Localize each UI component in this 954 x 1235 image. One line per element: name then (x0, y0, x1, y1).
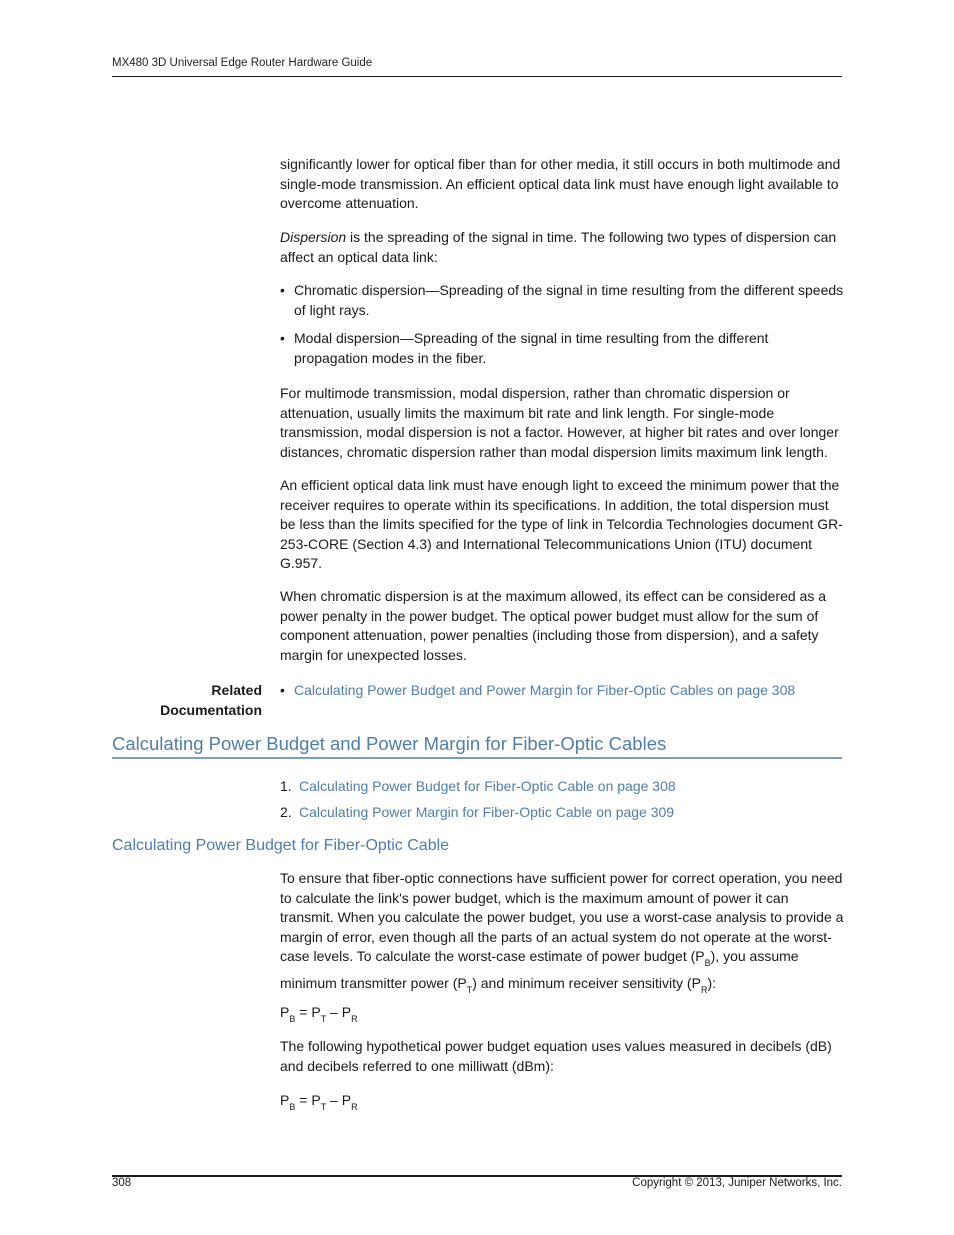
paragraph-dispersion: Dispersion is the spreading of the signal in time. The following two types of dispersion can affect an optical data link: (280, 229, 837, 265)
equation-power-budget-2: $P_B = P_T - P_R$ (280, 1092, 358, 1112)
section-heading: Calculating Power Budget and Power Margin for Fiber-Optic Cables (112, 733, 842, 759)
paragraph-hypothetical: The following hypothetical power budget equation uses values measured in decibels (dB) and decibels referred to one milliwatt (dBm): (280, 1038, 832, 1074)
list-item-chromatic: • Chromatic dispersion—Spreading of the signal in time resulting from the different speeds of light rays. (280, 282, 844, 318)
toc-item-margin[interactable]: 2. Calculating Power Margin for Fiber-Optic Cable on page 309 (280, 804, 675, 820)
bullet-dot: • (280, 330, 285, 346)
subsection-heading: Calculating Power Budget for Fiber-Optic Cable (112, 837, 450, 854)
list-item-modal: • Modal dispersion—Spreading of the signal in time resulting from the different propagation modes in the fiber. (280, 330, 769, 366)
bullet-dot: • (280, 682, 285, 698)
related-documentation-label: Related Documentation (160, 682, 262, 718)
paragraph-power-budget: To ensure that fiber-optic connections have sufficient power for correct operation, you need to calculate the link's power budget, which is the maximum amount of power it can transmit. When you calculate the power budget, you use a worst-case analysis to provide a margin of error, even though all the parts of an actual system do not operate at the worst-case levels. To calculate the worst-case estimate of power budget $(P_B)$, you assume minimum transmitter power $(P_T)$ and minimum receiver sensitivity $(P_R)$: (280, 870, 844, 995)
paragraph-attenuation: significantly lower for optical fiber than for other media, it still occurs in both multimode and single-mode transmission. An efficient optical data link must have enough light available to overcome attenuation. (280, 156, 841, 212)
toc-link-margin[interactable]: Calculating Power Margin for Fiber-Optic Cable on page 309 (299, 804, 675, 820)
toc-link-budget[interactable]: Calculating Power Budget for Fiber-Optic Cable on page 308 (299, 778, 676, 794)
bullet-dot: • (280, 282, 285, 298)
paragraph-efficient-link: An efficient optical data link must have enough light to exceed the minimum power that the receiver requires to operate within its specifications. In addition, the total dispersion must be less than the limits specified for the type of link in Telcordia Technologies document GR-253-CORE (Section 4.3) and International Telecommunications Union (ITU) document G.957. (280, 477, 843, 572)
equation-power-budget-1: $P_B = P_T - P_R$ (280, 1004, 358, 1024)
related-link-item[interactable] (280, 681, 845, 701)
copyright: Copyright © 2013, Juniper Networks, Inc. (632, 1177, 842, 1189)
running-header: MX480 3D Universal Edge Router Hardware Guide (112, 57, 373, 69)
paragraph-multimode: For multimode transmission, modal dispersion, rather than chromatic dispersion or attenuation, usually limits the maximum bit rate and link length. For single-mode transmission, modal dispersion is not a factor. However, at higher bit rates and over longer distances, chromatic dispersion rather than modal dispersion limits maximum link length. (280, 385, 839, 460)
term-dispersion: Dispersion (280, 229, 347, 245)
related-link[interactable]: Calculating Power Budget and Power Margin for Fiber-Optic Cables on page 308 (294, 682, 796, 698)
paragraph-power-penalty: When chromatic dispersion is at the maximum allowed, its effect can be considered as a power penalty in the power budget. The optical power budget must allow for the sum of component attenuation, power penalties (including those from dispersion), and a safety margin for unexpected losses. (280, 588, 826, 663)
page-number: 308 (112, 1177, 132, 1189)
toc-item-budget[interactable]: 1. Calculating Power Budget for Fiber-Optic Cable on page 308 (280, 778, 676, 794)
header-rule (112, 76, 842, 77)
